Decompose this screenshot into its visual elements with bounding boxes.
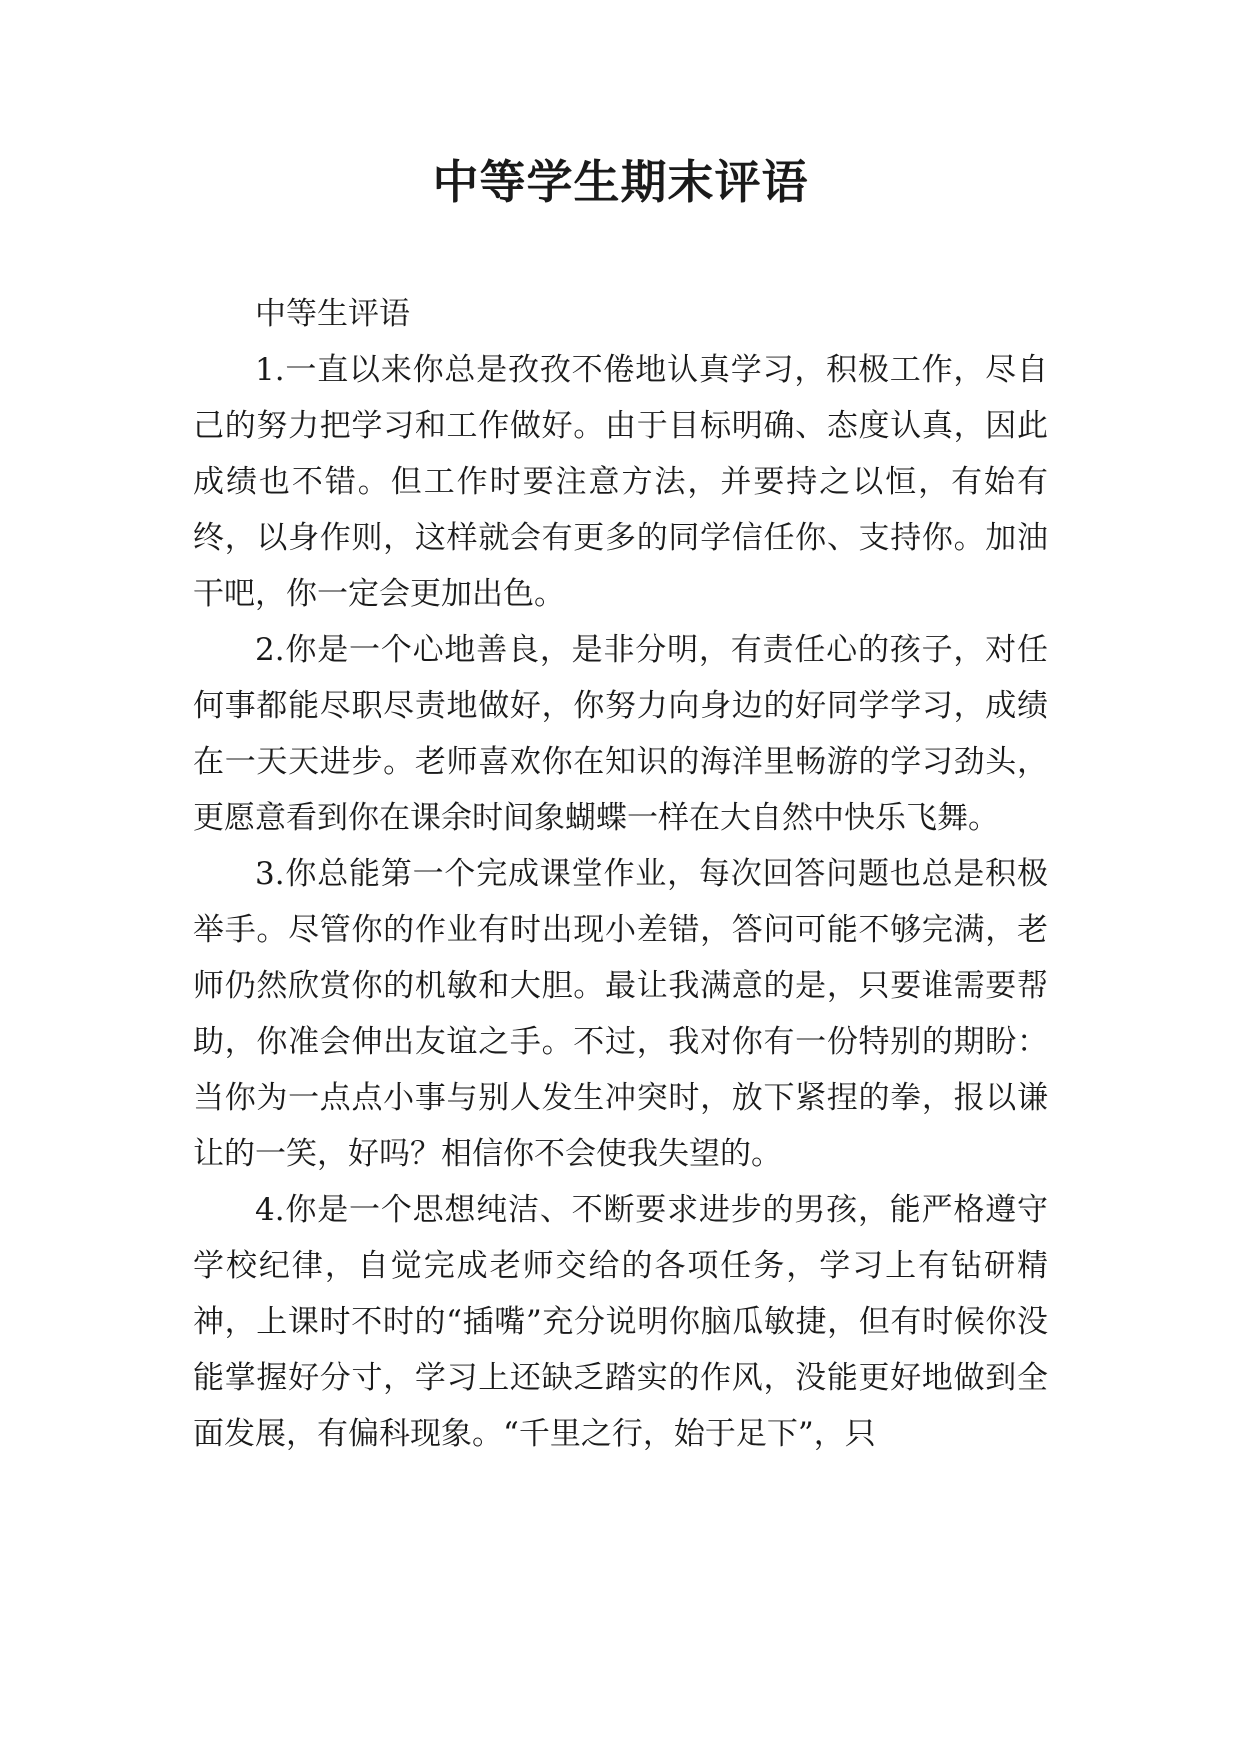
document-body bbox=[193, 286, 1048, 1462]
comment-paragraph-1: 1.一直以来你总是孜孜不倦地认真学习，积极工作，尽自己的努力把学习和工作做好。由于目标明确、态度认真，因此成绩也不错。但工作时要注意方法，并要持之以恒，有始有终，以身作则，这样就会有更多的同学信任你、支持你。加油干吧，你一定会更加出色。 bbox=[193, 352, 1048, 612]
comment-paragraph-4: 4.你是一个思想纯洁、不断要求进步的男孩，能严格遵守学校纪律，自觉完成老师交给的各项任务，学习上有钻研精神，上课时不时的“插嘴”充分说明你脑瓜敏捷，但有时候你没能掌握好分寸，学习上还缺乏踏实的作风，没能更好地做到全面发展，有偏科现象。“千里之行，始于足下”，只 bbox=[193, 1192, 1048, 1452]
comment-paragraph-3: 3.你总能第一个完成课堂作业，每次回答问题也总是积极举手。尽管你的作业有时出现小差错，答问可能不够完满，老师仍然欣赏你的机敏和大胆。最让我满意的是，只要谁需要帮助，你准会伸出友谊之手。不过，我对你有一份特别的期盼：当你为一点点小事与别人发生冲突时，放下紧捏的拳，报以谦让的一笑，好吗？相信你不会使我失望的。 bbox=[193, 856, 1048, 1172]
comment-paragraph-2: 2.你是一个心地善良，是非分明，有责任心的孩子，对任何事都能尽职尽责地做好，你努力向身边的好同学学习，成绩在一天天进步。老师喜欢你在知识的海洋里畅游的学习劲头，更愿意看到你在课余时间象蝴蝶一样在大自然中快乐飞舞。 bbox=[193, 632, 1048, 836]
document-title: 中等学生期末评语 bbox=[432, 155, 809, 209]
section-heading: 中等生评语 bbox=[255, 296, 410, 332]
